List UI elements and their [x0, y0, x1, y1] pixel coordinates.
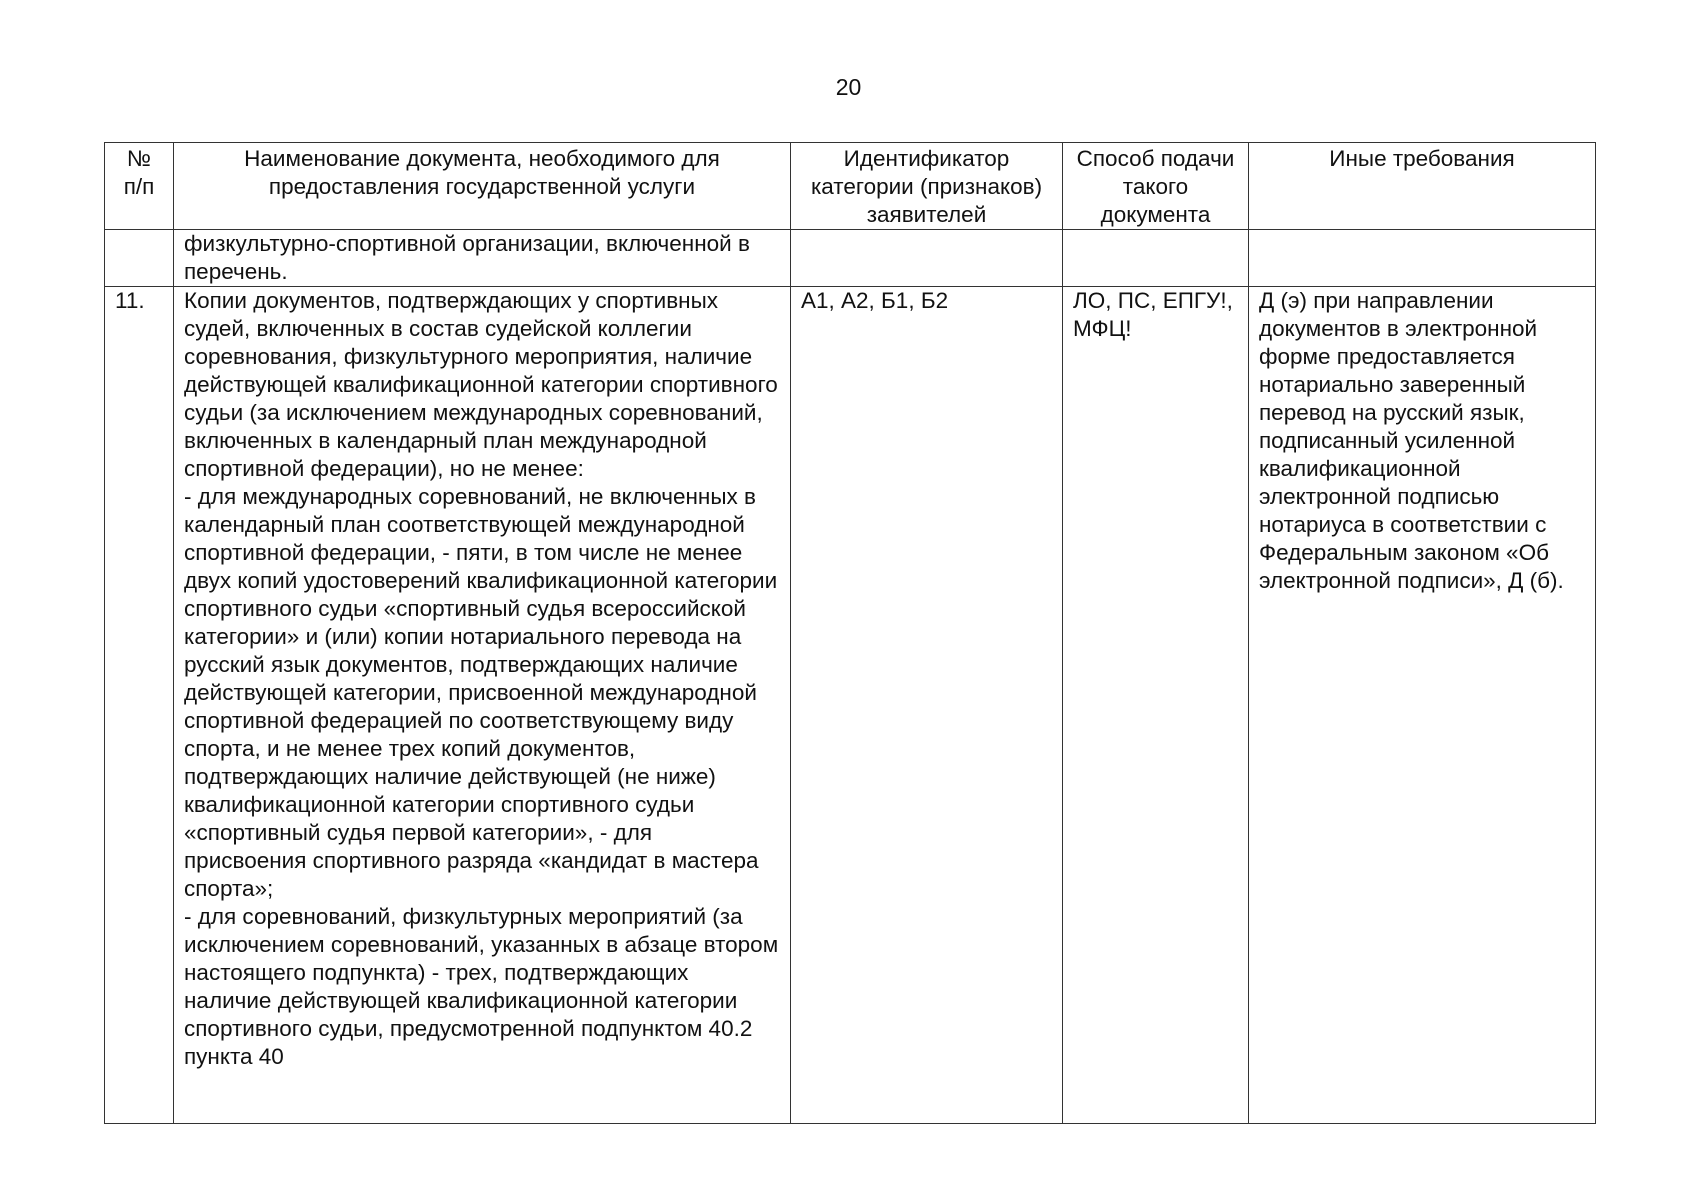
- header-applicant-identifier: Идентификатор категории (признаков) заявителей: [791, 143, 1063, 230]
- cell-document-name: физкультурно-спортивной организации, включенной в перечень.: [174, 230, 791, 287]
- table-header-row: [105, 143, 1596, 230]
- cell-number: 11.: [105, 287, 174, 1124]
- cell-document-name: Копии документов, подтверждающих у спортивных судей, включенных в состав судейской коллегии соревнования, физкультурного мероприятия, наличие действующей квалификационной категории спортивного судьи (за исключением международных соревнований, включенных в календарный план международной спортивной федерации), но не менее: - для международных соревнований, не включенных в календарный план соответствующей международной спортивной федерации, - пяти, в том числе не менее двух копий удостоверений квалификационной категории спортивного судьи «спортивный судья всероссийской категории» и (или) копии нотариального перевода на русский язык документов, подтверждающих наличие действующей категории, присвоенной международной спортивной федерацией по соответствующему виду спорта, и не менее трех копий документов, подтверждающих наличие действующей (не ниже) квалификационной категории спортивного судьи «спортивный судья первой категории», - для присвоения спортивного разряда «кандидат в мастера спорта»; - для соревнований, физкультурных мероприятий (за исключением соревнований, указанных в абзаце втором настоящего подпункта) - трех, подтверждающих наличие действующей квалификационной категории спортивного судьи, предусмотренной подпунктом 40.2 пункта 40: [174, 287, 791, 1124]
- header-other-requirements: Иные требования: [1249, 143, 1596, 230]
- table-row: [105, 287, 1596, 1124]
- header-document-name: Наименование документа, необходимого для предоставления государственной услуги: [174, 143, 791, 230]
- cell-number: [105, 230, 174, 287]
- cell-other: [1249, 230, 1596, 287]
- table-row: [105, 230, 1596, 287]
- documents-table: [104, 142, 1596, 1124]
- cell-identifier: [791, 230, 1063, 287]
- header-number: № п/п: [105, 143, 174, 230]
- cell-identifier: А1, А2, Б1, Б2: [791, 287, 1063, 1124]
- cell-other: Д (э) при направлении документов в электронной форме предоставляется нотариально заверенный перевод на русский язык, подписанный усиленной квалификационной электронной подписью нотариуса в соответствии с Федеральным законом «Об электронной подписи», Д (б).: [1249, 287, 1596, 1124]
- page-number: 20: [835, 74, 862, 100]
- cell-method: [1063, 230, 1249, 287]
- header-submission-method: Способ подачи такого документа: [1063, 143, 1249, 230]
- cell-method: ЛО, ПС, ЕПГУ!, МФЦ!: [1063, 287, 1249, 1124]
